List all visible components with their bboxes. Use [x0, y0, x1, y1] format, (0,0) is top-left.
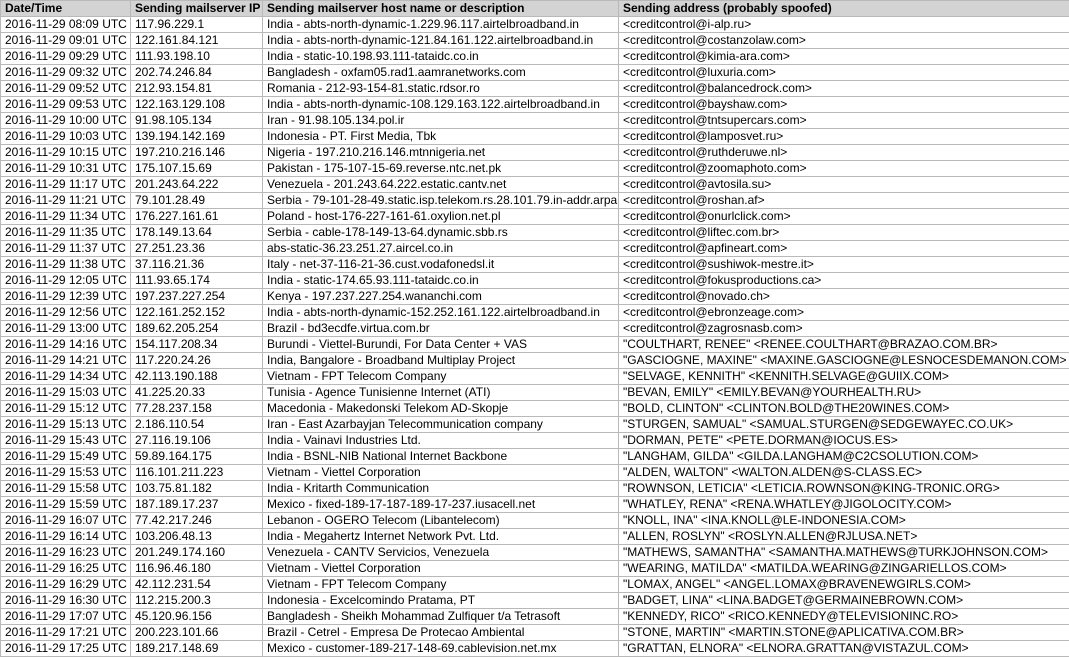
cell-mailserver-ip: 79.101.28.49: [131, 193, 263, 209]
table-row: [1, 145, 1069, 161]
cell-host-name: India - Megahertz Internet Network Pvt. Ltd.: [263, 529, 619, 545]
cell-mailserver-ip: 122.161.252.152: [131, 305, 263, 321]
cell-date-time: 2016-11-29 11:35 UTC: [1, 225, 131, 241]
cell-mailserver-ip: 200.223.101.66: [131, 625, 263, 641]
cell-mailserver-ip: 178.149.13.64: [131, 225, 263, 241]
table-row: [1, 385, 1069, 401]
cell-date-time: 2016-11-29 09:29 UTC: [1, 49, 131, 65]
table-row: [1, 97, 1069, 113]
table-row: [1, 177, 1069, 193]
cell-date-time: 2016-11-29 11:17 UTC: [1, 177, 131, 193]
cell-date-time: 2016-11-29 14:16 UTC: [1, 337, 131, 353]
table-row: [1, 113, 1069, 129]
cell-host-name: Pakistan - 175-107-15-69.reverse.ntc.net.pk: [263, 161, 619, 177]
cell-mailserver-ip: 37.116.21.36: [131, 257, 263, 273]
table-row: [1, 353, 1069, 369]
cell-host-name: India, Bangalore - Broadband Multiplay Project: [263, 353, 619, 369]
cell-date-time: 2016-11-29 09:32 UTC: [1, 65, 131, 81]
cell-date-time: 2016-11-29 09:01 UTC: [1, 33, 131, 49]
cell-mailserver-ip: 27.251.23.36: [131, 241, 263, 257]
cell-mailserver-ip: 59.89.164.175: [131, 449, 263, 465]
cell-mailserver-ip: 2.186.110.54: [131, 417, 263, 433]
cell-host-name: India - abts-north-dynamic-121.84.161.122.airtelbroadband.in: [263, 33, 619, 49]
cell-sending-address: "MATHEWS, SAMANTHA" <SAMANTHA.MATHEWS@TURKJOHNSON.COM>: [619, 545, 1069, 561]
cell-date-time: 2016-11-29 10:15 UTC: [1, 145, 131, 161]
cell-mailserver-ip: 176.227.161.61: [131, 209, 263, 225]
cell-sending-address: <creditcontrol@sushiwok-mestre.it>: [619, 257, 1069, 273]
table-row: [1, 33, 1069, 49]
cell-mailserver-ip: 202.74.246.84: [131, 65, 263, 81]
cell-host-name: India - Kritarth Communication: [263, 481, 619, 497]
cell-host-name: Lebanon - OGERO Telecom (Libantelecom): [263, 513, 619, 529]
cell-mailserver-ip: 103.206.48.13: [131, 529, 263, 545]
cell-mailserver-ip: 77.42.217.246: [131, 513, 263, 529]
cell-sending-address: "WHATLEY, RENA" <RENA.WHATLEY@JIGOLOCITY.COM>: [619, 497, 1069, 513]
cell-mailserver-ip: 116.101.211.223: [131, 465, 263, 481]
cell-host-name: Brazil - bd3ecdfe.virtua.com.br: [263, 321, 619, 337]
cell-date-time: 2016-11-29 15:13 UTC: [1, 417, 131, 433]
cell-date-time: 2016-11-29 15:53 UTC: [1, 465, 131, 481]
table-row: [1, 337, 1069, 353]
cell-sending-address: <creditcontrol@apfineart.com>: [619, 241, 1069, 257]
cell-host-name: India - BSNL-NIB National Internet Backbone: [263, 449, 619, 465]
table-row: [1, 289, 1069, 305]
cell-date-time: 2016-11-29 16:25 UTC: [1, 561, 131, 577]
cell-sending-address: <creditcontrol@kimia-ara.com>: [619, 49, 1069, 65]
cell-host-name: Bangladesh - oxfam05.rad1.aamranetworks.com: [263, 65, 619, 81]
header-sending-address: Sending address (probably spoofed): [619, 1, 1069, 17]
table-row: [1, 417, 1069, 433]
table-row: [1, 81, 1069, 97]
cell-date-time: 2016-11-29 15:59 UTC: [1, 497, 131, 513]
cell-date-time: 2016-11-29 11:37 UTC: [1, 241, 131, 257]
cell-mailserver-ip: 116.96.46.180: [131, 561, 263, 577]
cell-mailserver-ip: 212.93.154.81: [131, 81, 263, 97]
table-row: [1, 449, 1069, 465]
cell-sending-address: <creditcontrol@balancedrock.com>: [619, 81, 1069, 97]
table-row: [1, 545, 1069, 561]
cell-mailserver-ip: 122.161.84.121: [131, 33, 263, 49]
cell-host-name: India - abts-north-dynamic-152.252.161.122.airtelbroadband.in: [263, 305, 619, 321]
cell-date-time: 2016-11-29 15:49 UTC: [1, 449, 131, 465]
cell-mailserver-ip: 117.220.24.26: [131, 353, 263, 369]
cell-mailserver-ip: 187.189.17.237: [131, 497, 263, 513]
table-row: [1, 433, 1069, 449]
cell-sending-address: "KENNEDY, RICO" <RICO.KENNEDY@TELEVISIONINC.RO>: [619, 609, 1069, 625]
table-row: [1, 209, 1069, 225]
cell-sending-address: "ROWNSON, LETICIA" <LETICIA.ROWNSON@KING-TRONIC.ORG>: [619, 481, 1069, 497]
cell-date-time: 2016-11-29 13:00 UTC: [1, 321, 131, 337]
table-row: [1, 225, 1069, 241]
table-row: [1, 401, 1069, 417]
cell-date-time: 2016-11-29 16:14 UTC: [1, 529, 131, 545]
cell-sending-address: "LOMAX, ANGEL" <ANGEL.LOMAX@BRAVENEWGIRLS.COM>: [619, 577, 1069, 593]
table-row: [1, 273, 1069, 289]
cell-sending-address: <creditcontrol@luxuria.com>: [619, 65, 1069, 81]
cell-host-name: Vietnam - FPT Telecom Company: [263, 577, 619, 593]
header-row: [1, 1, 1069, 17]
cell-sending-address: "STURGEN, SAMUAL" <SAMUAL.STURGEN@SEDGEWAYEC.CO.UK>: [619, 417, 1069, 433]
cell-mailserver-ip: 139.194.142.169: [131, 129, 263, 145]
cell-mailserver-ip: 122.163.129.108: [131, 97, 263, 113]
cell-date-time: 2016-11-29 16:29 UTC: [1, 577, 131, 593]
cell-sending-address: "SELVAGE, KENNITH" <KENNITH.SELVAGE@GUIIX.COM>: [619, 369, 1069, 385]
table-row: [1, 241, 1069, 257]
cell-date-time: 2016-11-29 08:09 UTC: [1, 17, 131, 33]
cell-date-time: 2016-11-29 11:21 UTC: [1, 193, 131, 209]
cell-host-name: Poland - host-176-227-161-61.oxylion.net.pl: [263, 209, 619, 225]
cell-mailserver-ip: 111.93.198.10: [131, 49, 263, 65]
cell-date-time: 2016-11-29 16:23 UTC: [1, 545, 131, 561]
cell-mailserver-ip: 41.225.20.33: [131, 385, 263, 401]
cell-host-name: India - abts-north-dynamic-108.129.163.122.airtelbroadband.in: [263, 97, 619, 113]
table-row: [1, 465, 1069, 481]
header-mailserver-ip: Sending mailserver IP: [131, 1, 263, 17]
cell-sending-address: "BOLD, CLINTON" <CLINTON.BOLD@THE20WINES.COM>: [619, 401, 1069, 417]
cell-host-name: Vietnam - Viettel Corporation: [263, 465, 619, 481]
table-row: [1, 305, 1069, 321]
cell-mailserver-ip: 189.217.148.69: [131, 641, 263, 657]
table-row: [1, 17, 1069, 33]
cell-host-name: Macedonia - Makedonski Telekom AD-Skopje: [263, 401, 619, 417]
cell-host-name: Vietnam - FPT Telecom Company: [263, 369, 619, 385]
cell-date-time: 2016-11-29 09:53 UTC: [1, 97, 131, 113]
cell-mailserver-ip: 175.107.15.69: [131, 161, 263, 177]
cell-date-time: 2016-11-29 17:07 UTC: [1, 609, 131, 625]
header-date-time: Date/Time: [1, 1, 131, 17]
cell-mailserver-ip: 197.237.227.254: [131, 289, 263, 305]
cell-mailserver-ip: 154.117.208.34: [131, 337, 263, 353]
cell-host-name: Brazil - Cetrel - Empresa De Protecao Ambiental: [263, 625, 619, 641]
cell-mailserver-ip: 42.113.190.188: [131, 369, 263, 385]
table-row: [1, 497, 1069, 513]
table-row: [1, 513, 1069, 529]
cell-date-time: 2016-11-29 11:38 UTC: [1, 257, 131, 273]
table-row: [1, 609, 1069, 625]
cell-sending-address: <creditcontrol@liftec.com.br>: [619, 225, 1069, 241]
cell-mailserver-ip: 42.112.231.54: [131, 577, 263, 593]
cell-mailserver-ip: 45.120.96.156: [131, 609, 263, 625]
cell-mailserver-ip: 77.28.237.158: [131, 401, 263, 417]
cell-host-name: Indonesia - Excelcomindo Pratama, PT: [263, 593, 619, 609]
cell-sending-address: <creditcontrol@i-alp.ru>: [619, 17, 1069, 33]
cell-date-time: 2016-11-29 16:30 UTC: [1, 593, 131, 609]
header-host-name: Sending mailserver host name or description: [263, 1, 619, 17]
cell-sending-address: "COULTHART, RENEE" <RENEE.COULTHART@BRAZAO.COM.BR>: [619, 337, 1069, 353]
cell-date-time: 2016-11-29 15:43 UTC: [1, 433, 131, 449]
cell-host-name: India - static-10.198.93.111-tataidc.co.in: [263, 49, 619, 65]
table-row: [1, 625, 1069, 641]
table-body: [1, 17, 1069, 657]
cell-date-time: 2016-11-29 17:21 UTC: [1, 625, 131, 641]
cell-host-name: Nigeria - 197.210.216.146.mtnnigeria.net: [263, 145, 619, 161]
cell-date-time: 2016-11-29 14:21 UTC: [1, 353, 131, 369]
cell-mailserver-ip: 27.116.19.106: [131, 433, 263, 449]
table-row: [1, 593, 1069, 609]
cell-host-name: Vietnam - Viettel Corporation: [263, 561, 619, 577]
cell-host-name: Tunisia - Agence Tunisienne Internet (ATI): [263, 385, 619, 401]
cell-host-name: Iran - 91.98.105.134.pol.ir: [263, 113, 619, 129]
table-row: [1, 529, 1069, 545]
cell-mailserver-ip: 201.243.64.222: [131, 177, 263, 193]
cell-mailserver-ip: 112.215.200.3: [131, 593, 263, 609]
cell-mailserver-ip: 111.93.65.174: [131, 273, 263, 289]
cell-sending-address: <creditcontrol@tntsupercars.com>: [619, 113, 1069, 129]
cell-sending-address: "STONE, MARTIN" <MARTIN.STONE@APLICATIVA.COM.BR>: [619, 625, 1069, 641]
cell-host-name: Venezuela - 201.243.64.222.estatic.cantv.net: [263, 177, 619, 193]
table-row: [1, 129, 1069, 145]
cell-date-time: 2016-11-29 10:03 UTC: [1, 129, 131, 145]
cell-host-name: Venezuela - CANTV Servicios, Venezuela: [263, 545, 619, 561]
cell-sending-address: <creditcontrol@novado.ch>: [619, 289, 1069, 305]
cell-mailserver-ip: 91.98.105.134: [131, 113, 263, 129]
cell-date-time: 2016-11-29 15:03 UTC: [1, 385, 131, 401]
cell-sending-address: "GASCIOGNE, MAXINE" <MAXINE.GASCIOGNE@LESNOCESDEMANON.COM>: [619, 353, 1069, 369]
cell-sending-address: "ALLEN, ROSLYN" <ROSLYN.ALLEN@RJLUSA.NET>: [619, 529, 1069, 545]
table-row: [1, 257, 1069, 273]
cell-sending-address: "WEARING, MATILDA" <MATILDA.WEARING@ZINGARIELLOS.COM>: [619, 561, 1069, 577]
cell-sending-address: <creditcontrol@ebronzeage.com>: [619, 305, 1069, 321]
cell-sending-address: "GRATTAN, ELNORA" <ELNORA.GRATTAN@VISTAZUL.COM>: [619, 641, 1069, 657]
cell-date-time: 2016-11-29 09:52 UTC: [1, 81, 131, 97]
cell-host-name: Burundi - Viettel-Burundi, For Data Center + VAS: [263, 337, 619, 353]
cell-sending-address: <creditcontrol@onurlclick.com>: [619, 209, 1069, 225]
cell-date-time: 2016-11-29 10:00 UTC: [1, 113, 131, 129]
table-row: [1, 369, 1069, 385]
cell-host-name: Serbia - 79-101-28-49.static.isp.telekom.rs.28.101.79.in-addr.arpa: [263, 193, 619, 209]
cell-host-name: India - Vainavi Industries Ltd.: [263, 433, 619, 449]
cell-date-time: 2016-11-29 10:31 UTC: [1, 161, 131, 177]
table-row: [1, 321, 1069, 337]
cell-sending-address: <creditcontrol@costanzolaw.com>: [619, 33, 1069, 49]
cell-sending-address: "LANGHAM, GILDA" <GILDA.LANGHAM@C2CSOLUTION.COM>: [619, 449, 1069, 465]
cell-mailserver-ip: 189.62.205.254: [131, 321, 263, 337]
cell-sending-address: <creditcontrol@ruthderuwe.nl>: [619, 145, 1069, 161]
cell-date-time: 2016-11-29 11:34 UTC: [1, 209, 131, 225]
cell-host-name: Mexico - fixed-189-17-187-189-17-237.iusacell.net: [263, 497, 619, 513]
cell-sending-address: "BADGET, LINA" <LINA.BADGET@GERMAINEBROWN.COM>: [619, 593, 1069, 609]
cell-host-name: Romania - 212-93-154-81.static.rdsor.ro: [263, 81, 619, 97]
cell-sending-address: <creditcontrol@fokusproductions.ca>: [619, 273, 1069, 289]
cell-sending-address: <creditcontrol@bayshaw.com>: [619, 97, 1069, 113]
cell-mailserver-ip: 117.96.229.1: [131, 17, 263, 33]
cell-mailserver-ip: 197.210.216.146: [131, 145, 263, 161]
cell-host-name: India - abts-north-dynamic-1.229.96.117.airtelbroadband.in: [263, 17, 619, 33]
table-row: [1, 481, 1069, 497]
cell-date-time: 2016-11-29 12:56 UTC: [1, 305, 131, 321]
table-row: [1, 161, 1069, 177]
cell-host-name: abs-static-36.23.251.27.aircel.co.in: [263, 241, 619, 257]
cell-host-name: Iran - East Azarbayjan Telecommunication company: [263, 417, 619, 433]
cell-mailserver-ip: 103.75.81.182: [131, 481, 263, 497]
cell-host-name: Mexico - customer-189-217-148-69.cablevision.net.mx: [263, 641, 619, 657]
cell-date-time: 2016-11-29 15:58 UTC: [1, 481, 131, 497]
table-row: [1, 641, 1069, 657]
table-row: [1, 65, 1069, 81]
cell-sending-address: <creditcontrol@lamposvet.ru>: [619, 129, 1069, 145]
cell-sending-address: <creditcontrol@roshan.af>: [619, 193, 1069, 209]
cell-host-name: Indonesia - PT. First Media, Tbk: [263, 129, 619, 145]
table-row: [1, 193, 1069, 209]
cell-host-name: Italy - net-37-116-21-36.cust.vodafonedsl.it: [263, 257, 619, 273]
cell-sending-address: "DORMAN, PETE" <PETE.DORMAN@IOCUS.ES>: [619, 433, 1069, 449]
cell-sending-address: "KNOLL, INA" <INA.KNOLL@LE-INDONESIA.COM>: [619, 513, 1069, 529]
cell-sending-address: "ALDEN, WALTON" <WALTON.ALDEN@S-CLASS.EC>: [619, 465, 1069, 481]
cell-mailserver-ip: 201.249.174.160: [131, 545, 263, 561]
cell-host-name: Kenya - 197.237.227.254.wananchi.com: [263, 289, 619, 305]
cell-host-name: Serbia - cable-178-149-13-64.dynamic.sbb.rs: [263, 225, 619, 241]
cell-date-time: 2016-11-29 12:05 UTC: [1, 273, 131, 289]
table-row: [1, 561, 1069, 577]
cell-date-time: 2016-11-29 12:39 UTC: [1, 289, 131, 305]
cell-date-time: 2016-11-29 17:25 UTC: [1, 641, 131, 657]
cell-host-name: Bangladesh - Sheikh Mohammad Zulfiquer t/a Tetrasoft: [263, 609, 619, 625]
cell-sending-address: <creditcontrol@zoomaphoto.com>: [619, 161, 1069, 177]
cell-date-time: 2016-11-29 15:12 UTC: [1, 401, 131, 417]
cell-host-name: India - static-174.65.93.111-tataidc.co.in: [263, 273, 619, 289]
cell-sending-address: <creditcontrol@avtosila.su>: [619, 177, 1069, 193]
cell-sending-address: "BEVAN, EMILY" <EMILY.BEVAN@YOURHEALTH.RU>: [619, 385, 1069, 401]
table-row: [1, 577, 1069, 593]
cell-date-time: 2016-11-29 16:07 UTC: [1, 513, 131, 529]
table-row: [1, 49, 1069, 65]
cell-date-time: 2016-11-29 14:34 UTC: [1, 369, 131, 385]
cell-sending-address: <creditcontrol@zagrosnasb.com>: [619, 321, 1069, 337]
